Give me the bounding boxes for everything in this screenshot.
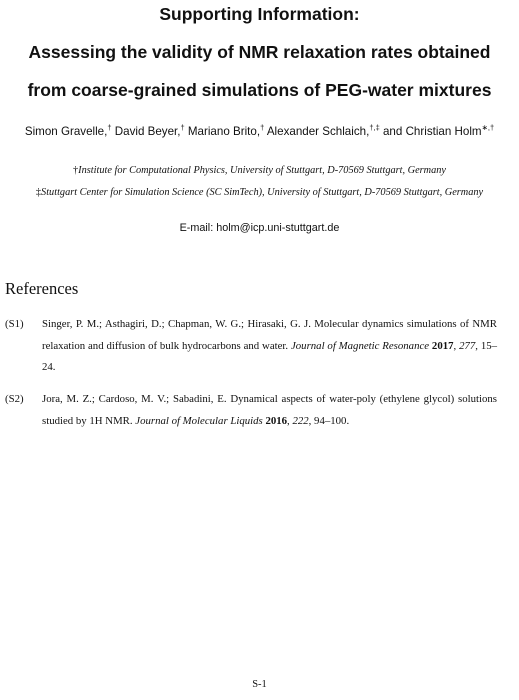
affiliation-1 [0, 165, 519, 176]
reference-text: Singer, P. M.; Asthagiri, D.; Chapman, W. G.; Hirasaki, G. J. Molecular dynamics simulations of NMR relaxation and diffusion of bulk hydrocarbons and water. Journal of Magnetic Resonance 2017, 277, 15–24. [42, 318, 498, 373]
author-affil-mark: † [107, 123, 112, 132]
author-affil-mark: † [180, 123, 185, 132]
affiliation-text: Stuttgart Center for Simulation Science (SC SimTech), University of Stuttgart, D-70569 Stuttgart, Germany [41, 187, 484, 198]
author-name: Mariano Brito, [187, 125, 261, 138]
reference-pages: , 94–100. [308, 414, 350, 427]
reference-authors-title: Jora, M. Z.; Cardoso, M. V.; Sabadini, E. Dynamical aspects of water-poly (ethylene glycol) solutions studied by 1H NMR. [42, 393, 497, 427]
author-name: Simon Gravelle, [24, 125, 108, 138]
reference-label: (S2) [5, 393, 24, 405]
affiliation-mark: † [73, 165, 79, 176]
author-affil-mark: ∗,† [481, 123, 495, 132]
author-list [0, 125, 519, 138]
affiliation-2 [0, 187, 519, 198]
reference-volume: 222 [292, 414, 309, 427]
affiliation-text: Institute for Computational Physics, University of Stuttgart, D-70569 Stuttgart, Germany [78, 165, 446, 176]
reference-item [5, 389, 497, 432]
author-name: David Beyer, [114, 125, 181, 138]
author-affil-mark: †,‡ [369, 123, 380, 132]
title-line-2: Assessing the validity of NMR relaxation rates obtained [28, 42, 491, 62]
reference-text: Jora, M. Z.; Cardoso, M. V.; Sabadini, E. Dynamical aspects of water-poly (ethylene glycol) solutions studied by 1H NMR. Journal of Molecular Liquids 2016, 222, 94–100. [42, 393, 497, 427]
author-name: Alexander Schlaich, [266, 125, 370, 138]
reference-item [5, 314, 497, 379]
author-affil-mark: † [260, 123, 265, 132]
title-line-1: Supporting Information: [159, 4, 360, 24]
reference-year: 2017 [431, 339, 454, 352]
reference-authors-title: Singer, P. M.; Asthagiri, D.; Chapman, W. G.; Hirasaki, G. J. Molecular dynamics simulations of NMR relaxation and diffusion of bulk hydrocarbons and water. [42, 318, 497, 352]
reference-journal: Journal of Magnetic Resonance [290, 339, 430, 352]
references-heading: References [5, 279, 79, 298]
author-conjunction: and [382, 125, 403, 138]
reference-label: (S1) [5, 318, 24, 330]
contact-email: E-mail: holm@icp.uni-stuttgart.de [179, 222, 340, 234]
title-line-3: from coarse-grained simulations of PEG-water mixtures [27, 80, 492, 100]
reference-year: 2016 [265, 414, 288, 427]
reference-journal: Journal of Molecular Liquids [135, 414, 263, 427]
affiliation-mark: ‡ [35, 187, 42, 198]
reference-volume: 277 [459, 339, 476, 352]
reference-pages: , 15–24. [42, 339, 498, 373]
page-number: S-1 [252, 679, 267, 690]
author-name: Christian Holm [405, 125, 482, 138]
